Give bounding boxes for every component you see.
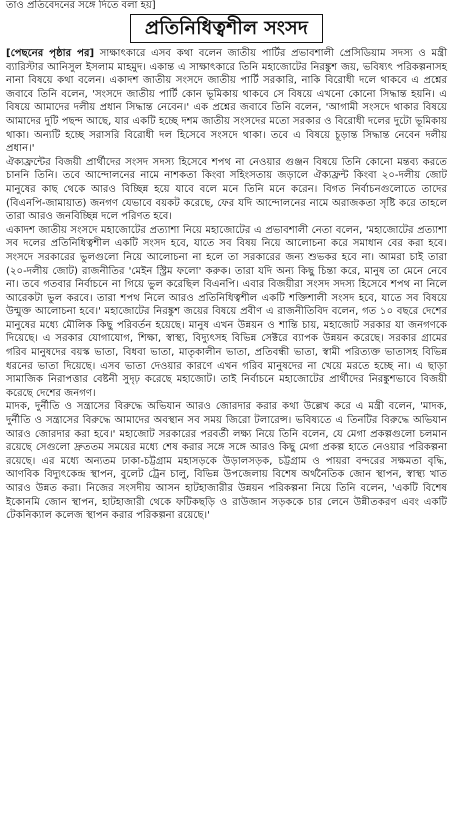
- article-body: [0, 43, 453, 523]
- headline: প্রতিনিধিত্বশীল সংসদ: [130, 14, 323, 43]
- headline-container: [0, 14, 453, 43]
- paragraph: একাদশ জাতীয় সংসদে মহাজোটের প্রত্যাশা নিয়ে মহাজোটের এ প্রভাবশালী নেতা বলেন, 'মহাজোটের প্রত্যাশা সব দলের প্রতিনিধিত্বশীল একটি সংসদ হবে, যাতে সব বিষয় নিয়ে আলোচনা করে সমাধান বের করা হবে। সংসদে সরকারের ভুলগুলো নিয়ে আলোচনা না হলে তা সরকারের জন্য শুভকর হবে না। আমরা চাই তারা (২০-দলীয় জোট) রাজনীতির 'মেইন স্ট্রিম ফলো' করুক। তারা যদি অন্য কিছু চিন্তা করে, মানুষ তা মেনে নেবে না। তবে গতবার নির্বাচনে না গিয়ে ভুল করেছিল বিএনপি। এবার বিজয়ীরা সংসদ সদস্য হিসেবে শপথ না নিলে আরেকটা ভুল করবে। তারা শপথ নিলে আরও প্রতিনিধিত্বশীল একটি শক্তিশালী সংসদ হবে, যাতে সব বিষয়ে উন্মুক্ত আলোচনা হবে।' মহাজোটের নিরঙ্কুশ জয়ের বিষয়ে প্রবীণ এ রাজনীতিবিদ বলেন, গত ১০ বছরে দেশের মানুষের মধ্যে মৌলিক কিছু পরিবর্তন হয়েছে। মানুষ এখন উন্নয়ন ও শান্তি চায়, মহাজোট সরকার যা জনগণকে দিয়েছে। এ সরকার যোগাযোগ, শিক্ষা, স্বাস্থ্য, বিদ্যুৎসহ বিভিন্ন সেক্টরে ব্যাপক উন্নয়ন করেছে। সরকার গ্রামের গরিব মানুষদের বয়স্ক ভাতা, বিধবা ভাতা, মাতৃকালীন ভাতা, প্রতিবন্ধী ভাতা, স্বামী পরিত্যক্ত ভাতাসহ বিভিন্ন ধরনের ভাতা দিয়েছে। এসব ভাতা দেওয়ার কারণে এখন গরিব মানুষদের না খেয়ে মরতে হচ্ছে না। এ ছাড়া সামাজিক নিরাপত্তার বেষ্টনী সুদৃঢ় করেছে মহাজোট। তাই নির্বাচনে মহাজোটের প্রার্থীদের নিরঙ্কুশভাবে বিজয়ী করেছে দেশের জনগণ।: [6, 224, 447, 399]
- paragraph: ঐক্যফ্রন্টের বিজয়ী প্রার্থীদের সংসদ সদস্য হিসেবে শপথ না নেওয়ার গুঞ্জন বিষয়ে তিনি কোনো মন্তব্য করতে চাননি তিনি। তবে আন্দোলনের নামে নাশকতা কিংবা সহিংসতায় জড়ালে ঐক্যফ্রন্ট কিংবা ২০-দলীয় জোট মানুষের কাছ থেকে আরও বিচ্ছিন্ন হয়ে যাবে বলে মনে তিনি মনে করেন। বিগত নির্বাচনগুলোতে তাদের (বিএনপি-জামায়াত) জনগণ যেভাবে বয়কট করেছে, ফের যদি আন্দোলনের নামে অরাজকতা সৃষ্টি করে তাহলে তারা আরও জনবিচ্ছিন্ন দলে পরিণত হবে।: [6, 156, 447, 223]
- paragraph: মাদক, দুর্নীতি ও সন্ত্রাসের বিরুদ্ধে অভিযান আরও জোরদার করার কথা উল্লেখ করে এ মন্ত্রী বলেন, 'মাদক, দুর্নীতি ও সন্ত্রাসের বিরুদ্ধে আমাদের অবস্থান সব সময় জিরো টলারেন্স। ভবিষ্যতে এ তিনটির বিরুদ্ধে অভিযান আরও জোরদার করা হবে।' মহাজোট সরকারের পরবর্তী লক্ষ্য নিয়ে তিনি বলেন, যে মেগা প্রকল্পগুলো চলমান রয়েছে সেগুলো দ্রুততম সময়ের মধ্যে শেষ করার সঙ্গে সঙ্গে আরও কিছু মেগা প্রকল্প হাতে নেওয়ার পরিকল্পনা রয়েছে। এর মধ্যে অন্যতম ঢাকা-চট্টগ্রাম মহাসড়কে উড়ালসড়ক, চট্টগ্রাম ও পায়রা বন্দরের সক্ষমতা বৃদ্ধি, আণবিক বিদ্যুৎকেন্দ্র স্থাপন, বুলেট ট্রেন চালু, বিভিন্ন উপজেলায় বিশেষ অর্থনৈতিক জোন স্থাপন, স্বাস্থ্য খাত আরও উন্নত করা। নিজের সংসদীয় আসন হাটহাজারীর উন্নয়ন পরিকল্পনা নিয়ে তিনি বলেন, 'একটি বিশেষ ইকোনমি জোন স্থাপন, হাটহাজারী থেকে ফটিকছড়ি ও রাউজান সড়ককে চার লেনে উন্নীতকরণ এবং একটি টেকনিক্যাল কলেজ স্থাপন করার পরিকল্পনা রয়েছে।': [6, 401, 447, 522]
- paragraph: [6, 47, 447, 156]
- paragraph-text: সাক্ষাৎকারে এসব কথা বলেন জাতীয় পার্টির প্রভাবশালী প্রেসিডিয়াম সদস্য ও মন্ত্রী ব্যারিস্টার আনিসুল ইসলাম মাহমুদ। একান্ত এ সাক্ষাৎকারে তিনি মহাজোটের নিরঙ্কুশ জয়, ভবিষ্যৎ পরিকল্পনাসহ নানা বিষয়ে কথা বলেন। একাদশ জাতীয় সংসদে জাতীয় পার্টি সরকারি, নাকি বিরোধী দলে থাকবে এ প্রশ্নের জবাবে তিনি বলেন, 'সংসদে জাতীয় পার্টি কোন ভূমিকায় থাকবে সে বিষয়ে এখনো কোনো সিদ্ধান্ত হয়নি। এ বিষয়ে আমাদের দলীয় প্রধান সিদ্ধান্ত নেবেন।' এক প্রশ্নের জবাবে তিনি বলেন, 'আগামী সংসদে থাকার বিষয়ে আমাদের দুটি পছন্দ আছে, যার একটি হচ্ছে দশম জাতীয় সংসদের মতো সরকার ও বিরোধী দলের দুটো ভূমিকায় থাকা। অন্যটি হচ্ছে সরাসরি বিরোধী দল হিসেবে সংসদে থাকা। তবে এ বিষয়ে চূড়ান্ত সিদ্ধান্ত নেবেন দলীয় প্রধান।': [6, 48, 447, 155]
- previous-article-fragment: তাও প্রতিবেদনের সঙ্গে দিতে বলা হয়]: [6, 0, 156, 11]
- continuation-label: [পেছনের পৃষ্ঠার পর]: [6, 48, 95, 59]
